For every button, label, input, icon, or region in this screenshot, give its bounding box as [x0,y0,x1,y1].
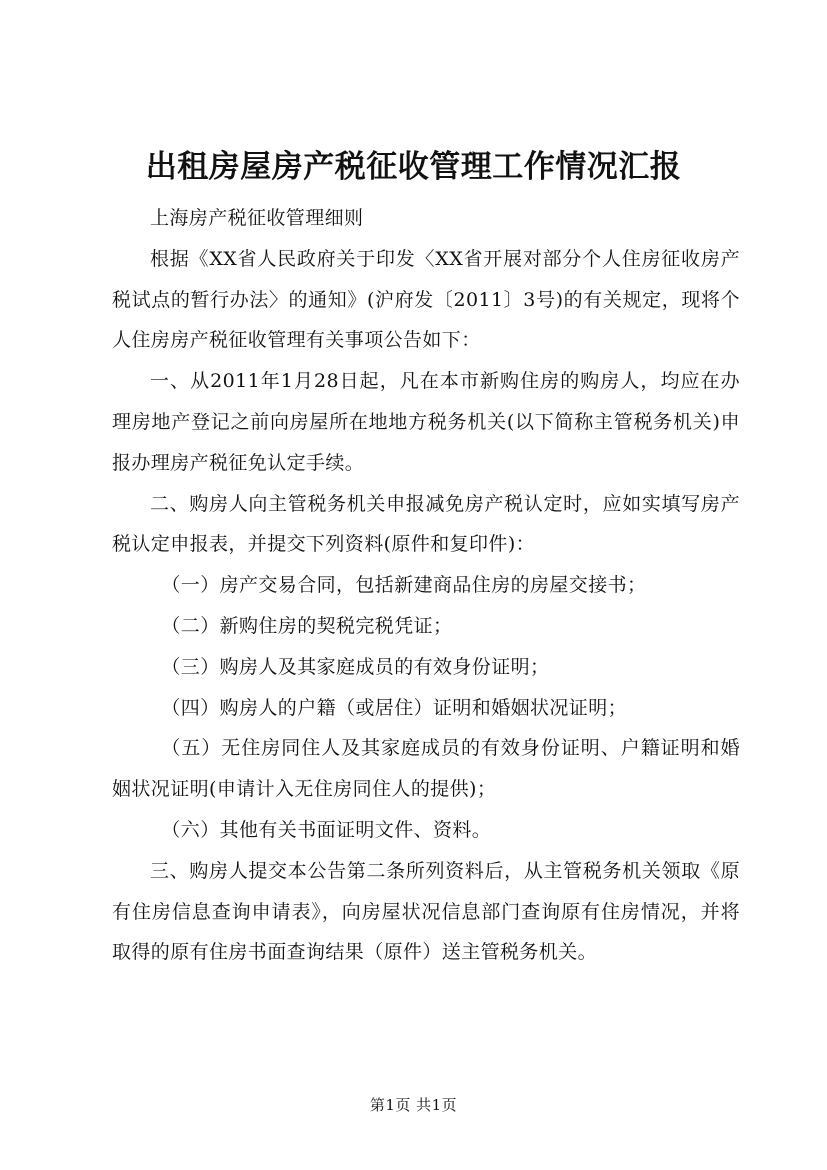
list-item-5: （五）无住房同住人及其家庭成员的有效身份证明、户籍证明和婚姻状况证明(申请计入无住房同住人的提供)； [112,737,740,801]
list-item-1: （一）房产交易合同，包括新建商品住房的房屋交接书； [161,574,647,597]
paragraph-section-2: 二、购房人向主管税务机关申报减免房产税认定时，应如实填写房产税认定申报表，并提交下列资料(原件和复印件)： [112,492,740,556]
list-item-6: （六）其他有关书面证明文件、资料。 [161,818,492,841]
page-footer: 第1页 共1页 [369,1096,458,1114]
paragraph-section-1: 一、从2011年1月28日起，凡在本市新购住房的购房人，均应在办理房地产登记之前向房屋所在地地方税务机关(以下简称主管税务机关)申报办理房产税征免认定手续。 [112,370,740,474]
list-item-4: （四）购房人的户籍（或居住）证明和婚姻状况证明； [161,696,627,719]
list-item-3: （三）购房人及其家庭成员的有效身份证明； [161,655,550,678]
paragraph-intro: 根据《XX省人民政府关于印发〈XX省开展对部分个人住房征收房产税试点的暂行办法〉的通知》(沪府发〔2011〕3号)的有关规定，现将个人住房房产税征收管理有关事项公告如下： [112,247,740,352]
document-body [112,198,740,973]
document-title: 出租房屋房产税征收管理工作情况汇报 [145,149,682,185]
paragraph-subtitle: 上海房产税征收管理细则 [150,207,364,229]
paragraph-section-3: 三、购房人提交本公告第二条所列资料后，从主管税务机关领取《原有住房信息查询申请表》，向房屋状况信息部门查询原有住房情况，并将取得的原有住房书面查询结果（原件）送主管税务机关。 [112,859,740,964]
list-item-2: （二）新购住房的契税完税凭证； [161,614,453,637]
